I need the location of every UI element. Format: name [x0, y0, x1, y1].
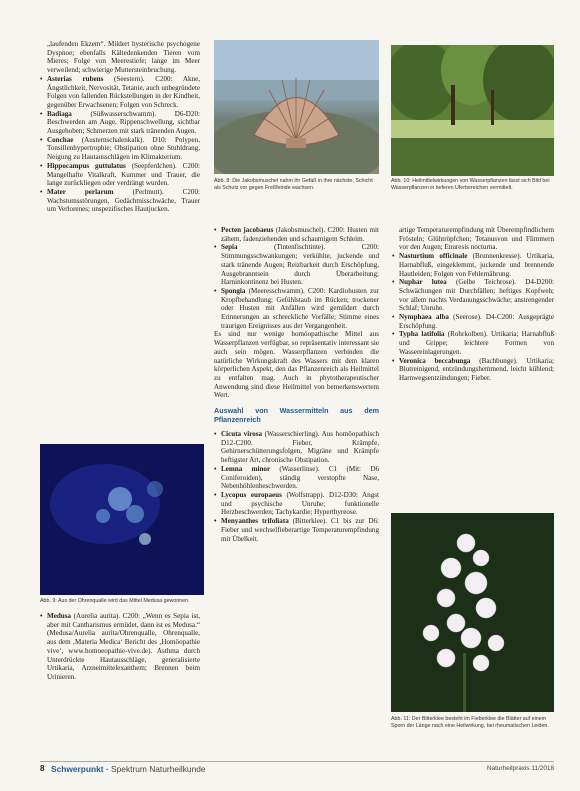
remedy-text: (Bachbunge). Urtikaria; Blutreinigend, entzündungshemmend, leicht kühlend; Harnwegsentzündungen; Fieber. [399, 356, 554, 382]
bogbean-flower-illustration [391, 513, 554, 712]
remedy-item [214, 226, 379, 243]
remedy-item [40, 612, 200, 682]
footer-subtitle: Spektrum Naturheilkunde [111, 764, 206, 774]
remedy-text: (Aurelia aurita). C200: „Wenn es Sepia ist, aber mit Cantharismus ermüdet, dann ist es Medusa.“ (Medusa/Aurelia aurita/Ohrenqualle, Ohrenqualle, aus dem ‚Materia Medica‘ Bericht des ‚Homöopathie vive‘, www.homoeopathie-vive.de). Asthma durch Unterdrückte Hautausschläge, generalisierte Urtikaria, Arzneimittelexanthem; Brennen beim Urinieren. [47, 612, 200, 681]
remedy-name: Pecten jacobaeus [221, 226, 274, 234]
left-column [40, 40, 200, 214]
remedy-item [40, 110, 200, 136]
right-remedy-list [392, 226, 554, 383]
remedy-text: artige Temperaturempfindung mit Überempfindlichem Frösteln; Glühtröpfchen; Tetanusvon und Flimmern vor den Augen; Enuresis nocturna. [399, 226, 554, 252]
remedy-text: (Bitterklee). C1 bis zur D6: Fieber und wechselfieberartige Temperaturempfindung mit Übelkeit. [221, 517, 379, 543]
footer-issue: Naturheilpraxis 11/2018 [486, 765, 554, 772]
remedy-name: Sepia [221, 243, 238, 252]
remedy-item [214, 491, 379, 517]
remedy-text: „laufenden Ekzem“. Mildert hysterische psychogene Dyspnoe; ebenfalls Kältedenkenden Tieren vom Mieres; Folge von Meerestiefe; lange im Meer verweilend; schwierige Muttersteinbruchung. [47, 40, 200, 75]
remedy-name: Lycopus europaeus [221, 490, 282, 499]
pond-trees-illustration [391, 45, 554, 176]
remedy-text: (Jakobsmuschel). C200: Husten mit zähem, fadenziehenden und schaumigem Schleim. [221, 226, 379, 243]
middle-column [214, 226, 379, 543]
scallop-shell-photo [214, 40, 379, 174]
pond-trees-photo [391, 45, 554, 176]
remedy-text: (Brunnenkresse). Urtikaria, Harnabfluß, eingeklemmt, juckende und brennende Hautleiden; Folgen von Fehlernährung. [399, 252, 555, 278]
remedy-text: (Seestern). C200: Akne, Ängstlichkeit, Nervosität, Tetanie, auch unbegründete Folgen von fallenden Rückstellungen in der Kindheit, gegenüber Erwachsenen; Folgen von Schreck. [47, 74, 200, 109]
remedy-text: (Seepferdchen). C200: Mangelhafte Vitalkraft, Kummer und Trauer, die lange zurückliegen oder verdrängt wurden. [47, 161, 201, 188]
remedy-name: Typha latifolia [399, 330, 445, 339]
remedy-item [392, 330, 554, 356]
left-column-lower [40, 612, 200, 682]
remedy-item [40, 40, 200, 75]
remedy-item [214, 465, 379, 491]
remedy-name: Mater perlarum [47, 187, 114, 196]
remedy-name: Nasturtium officinale [399, 252, 468, 261]
remedy-text: (Rohrkolben). Urtikaria; Harnabfluß und Grippe; leichtere Formen von Wassereinlagerungen. [399, 330, 554, 356]
remedy-text: (Meeresschwamm). C200: Kardiohusten zur Kropfbehandlung; Gefühlstaub im Rücken; trockener oder Husten mit Anfällen wird gemildert durch Erinnerungen an schreckliche Vorfälle; Stimme eines traurigen Ereignisses aus der Vergangenheit. [221, 286, 379, 330]
page-number: 8 [40, 764, 45, 773]
remedy-text: (Wasserlinse). C1 (Mit: D6 Coniferoiden), ständig verstopfte Nase, Nebenhöhlenbeschwerden. [221, 464, 379, 491]
remedy-item [392, 313, 554, 330]
remedy-name: Hippocampus guttulatus [47, 161, 126, 170]
remedy-item [40, 75, 200, 110]
plant-remedy-list [214, 430, 379, 543]
remedy-name: Lemna minor [221, 464, 271, 473]
remedy-item [40, 188, 200, 214]
remedy-item [214, 287, 379, 331]
middle-remedy-list [214, 226, 379, 330]
water-plants-paragraph: Es sind nur wenige homöopathische Mittel aus Wasserpflanzen verfügbar, so repräsentativ interessant sie auch sein mögen. Wasserpflanzen verbinden die natürliche Wirkungskraft des Wassers mit dem klaren körperlichen Aspekt, den das Pflanzenreich als Heilmittel zu entfalten mag. Auch in phytotherapeutischer Anwendung sind diese Heilmittel von bemerkenswertem Wert. [214, 330, 379, 400]
left-remedy-list [40, 40, 200, 214]
remedy-item [392, 252, 554, 278]
scallop-caption: Abb. 8: Die Jakobsmuschel nahm ihr Gefäß in ihre nächste, Schicht als Schutz vor gegen Freßfeinde wachsen. [214, 178, 373, 191]
pond-caption: Abb. 10: Heilmittelwirkungen von Wasserpflanzen lässt sich Bild bei Wasserpflanzen in tieferen Uferbereichen vermittelt. [391, 178, 550, 191]
remedy-item [392, 226, 554, 252]
right-column [392, 226, 554, 383]
remedy-text: (Süßwasserschwamm). D6-D20: Beschwerden am Auge, Rippenschwellung, sichtbar Ausgehoben; Schmerzen mit stark tränenden Augen. [47, 109, 200, 136]
remedy-item [392, 357, 554, 383]
remedy-item [214, 243, 379, 287]
remedy-name: Menyanthes trifoliata [221, 517, 289, 526]
remedy-name: Nuphar lutea [399, 278, 447, 287]
remedy-text: (Wolfstrapp). D12-D30: Angst und psychische Unruhe; funktionelle Herzbeschwerden; Tachykardie; Hyperthyreose. [221, 490, 379, 517]
remedy-name: Nymphaea alba [399, 313, 449, 322]
remedy-item [392, 278, 554, 313]
scallop-shell-illustration [214, 40, 379, 174]
remedy-name: Medusa [47, 612, 72, 620]
remedy-item [214, 430, 379, 465]
footer-title: Schwerpunkt · Spektrum Naturheilkunde [51, 764, 206, 774]
remedy-text: (Wasserschierling). Aus homöopathisch D12-C200. Fieber, Krämpfe, Gehirnerschütterungsfolgen, Migräne und Krämpfe heftigster Art, chronische Obstipation. [221, 430, 379, 465]
footer-rule [40, 761, 554, 762]
remedy-item [40, 162, 200, 188]
jellyfish-illustration [40, 444, 204, 595]
bogbean-flower-photo [391, 513, 554, 712]
page-footer [40, 764, 554, 776]
remedy-item [40, 136, 200, 162]
remedy-name: Badiaga [47, 109, 72, 118]
remedy-name: Veronica beccabunga [399, 356, 471, 365]
remedy-name: Conchae [47, 135, 74, 144]
footer-title-main: Schwerpunkt [51, 764, 104, 774]
remedy-name: Spongia [221, 286, 246, 295]
jellyfish-caption: Abb. 9: Aus der Ohrenqualle wird das Mittel Medusa gewonnen. [40, 598, 190, 604]
remedy-text: (Tintenfischtinte). C200: Stimmungsschwankungen; verkühlte, juckende und stark tränende Augen; Reizbarkeit durch Erschöpfung, Ausgebranntsein durch Überarbeitung; Harninkontinenz bei Husten. [221, 243, 379, 287]
left-remedy-list-lower [40, 612, 200, 682]
remedy-item [214, 517, 379, 543]
jellyfish-photo [40, 444, 204, 595]
remedy-text: (Seerose). D4-C200: Ausgeprägte Erschöpfung. [399, 313, 554, 330]
section-heading: Auswahl von Wassermitteln aus dem Pflanzenreich [214, 406, 379, 425]
bogbean-caption: Abb. 11: Der Bitterklee besteht im Fieberklee die Blätter auf einem Sporn der Länge nach eine Heilwirkung, bei rheumatischen Leiden. [391, 716, 549, 729]
remedy-text: (Perlmutt). C200: Wachstumsstörungen, Gedächtnisschwäche, Trauer um Verlorenes; unspezifisches Hautjucken. [47, 187, 200, 214]
remedy-name: Asterias rubens [47, 74, 104, 83]
remedy-text: (Austernschalenkalk). D10: Polypen, Tonsillenhypertrophie; Obstipation ohne Stuhldrang, Neigung zu Hautausschlägen im Klimakterium. [47, 135, 200, 162]
remedy-text: (Gelbe Teichrose). D4-D200: Schwächungen mit Durchfällen; heftiges Kopfweh; vor allem nachts Verdauungsschwäche; anstrengender Schlaf; Unruhe. [399, 278, 554, 313]
remedy-name: Cicuta virosa [221, 430, 263, 439]
